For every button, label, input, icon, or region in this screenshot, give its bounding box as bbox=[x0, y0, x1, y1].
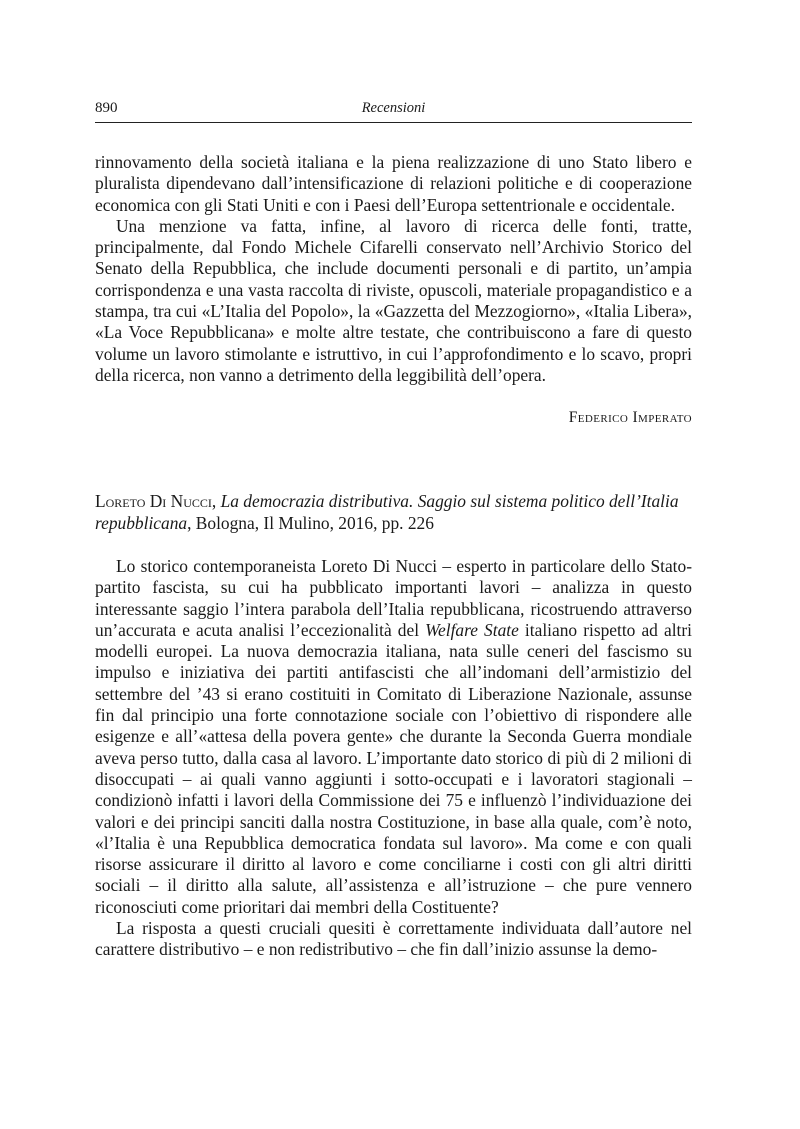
reviewer-signature: Federico Imperato bbox=[568, 409, 692, 426]
text-run: italiano rispetto ad altri modelli europei. La nuova democrazia italiana, nata sulle ceneri del fascismo su impulso e iniziativa dei partiti antifascisti che all’indomani dell’armistizio del settembre del ’43 si erano costituiti in Comitato di Liberazione Nazionale, assunse fin dal principio una forte connotazione sociale con l’obiettivo di rispondere alle esigenze e all’«attesa della povera gente» che durante la Seconda Guerra mondiale aveva perso tutto, dalla casa al lavoro. L’importante dato storico di più di 2 milioni di disoccupati – ai quali vanno aggiunti i sotto-occupati e i lavoratori stagionali – condizionò infatti i lavori della Commissione dei 75 e influenzò l’individuazione dei valori e dei principi sanciti dalla nostra Costituzione, in base alla quale, com’è noto, «l’Italia è una Repubblica democratica fondata sul lavoro». Ma come e con quali risorse assicurare il diritto al lavoro e come conciliarne i costi con gli altri diritti sociali – il diritto alla salute, all’assistenza e all’istruzione – che pure vennero riconosciuti come prioritari dai membri della Costituente? bbox=[95, 619, 692, 917]
book-title: La democrazia distributiva. Saggio sul sistema politico dell’Italia repubblicana bbox=[95, 491, 679, 533]
paragraph: Una menzione va fatta, infine, al lavoro di ricerca delle fonti, tratte, principalmente, dal Fondo Michele Cifarelli conservato nell’Archivio Storico del Senato della Repubblica, che include documenti personali e di partito, un’ampia corrispondenza e una vasta raccolta di riviste, opuscoli, materiale propagandistico e a stampa, tra cui «L’Italia del Popolo», la «Gazzetta del Mezzogiorno», «Italia Libera», «La Voce Repubblicana» e molte altre testate, che contribuiscono a fare di questo volume un lavoro stimolante e istruttivo, in cui l’approfondimento e lo scavo, propri della ricerca, non vanno a detrimento della leggibilità dell’opera. bbox=[95, 215, 692, 385]
review-text bbox=[95, 556, 692, 961]
review-citation: Loreto Di Nucci, La democrazia distributiva. Saggio sul sistema politico dell’Italia repubblicana, Bologna, Il Mulino, 2016, pp. 226 bbox=[95, 491, 679, 533]
book-author: Loreto Di Nucci bbox=[95, 491, 212, 511]
paragraph bbox=[95, 556, 692, 918]
page-number: 890 bbox=[95, 100, 118, 116]
publication-details: , Bologna, Il Mulino, 2016, pp. 226 bbox=[187, 512, 434, 533]
previous-review-text bbox=[95, 152, 692, 386]
running-head bbox=[95, 100, 692, 123]
paragraph: La risposta a questi cruciali quesiti è correttamente individuata dall’autore nel carattere distributivo – e non redistributivo – che fin dall’inizio assunse la demo- bbox=[95, 918, 692, 960]
emphasis: Welfare State bbox=[425, 619, 519, 640]
text-run: Lo storico contemporaneista Loreto Di Nucci – esperto in particolare dello Stato-partito fascista, su cui ha pubblicato importanti lavori – analizza in questo interessante saggio l’intera parabola dell’Italia repubblicana, ricostruendo attraverso un’accurata e acuta analisi l’eccezionalità del bbox=[95, 556, 692, 640]
paragraph: rinnovamento della società italiana e la piena realizzazione di uno Stato libero e pluralista dipendevano dall’intensificazione di relazioni politiche e di cooperazione economica con gli Stati Uniti e con i Paesi dell’Europa settentrionale e occidentale. bbox=[95, 152, 692, 215]
section-title: Recensioni bbox=[361, 100, 426, 116]
